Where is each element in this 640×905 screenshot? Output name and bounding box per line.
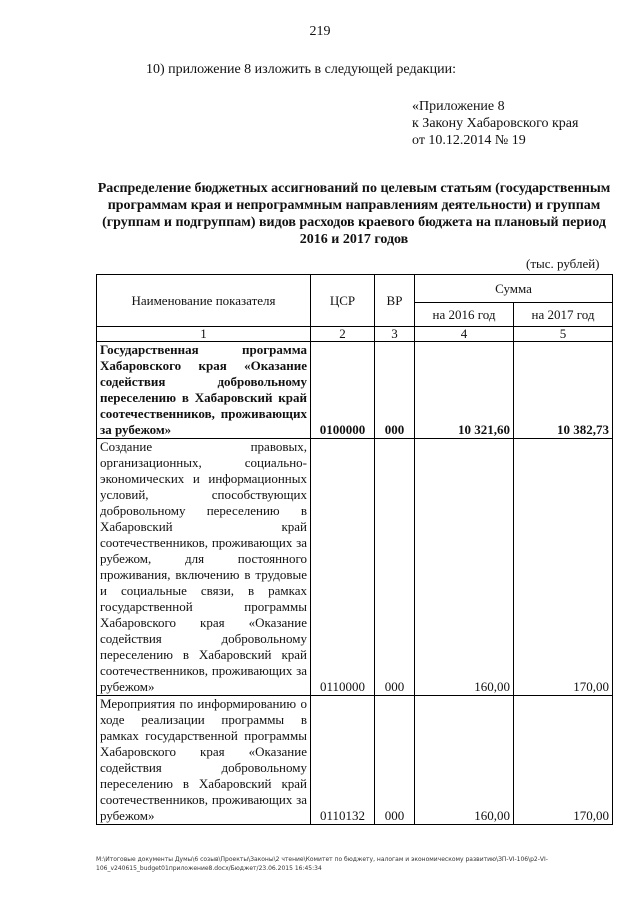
row-csr: 0110000 [311,439,375,696]
column-index: 4 [415,327,514,342]
header-vr: ВР [375,275,415,327]
appendix-reference [412,98,578,149]
row-vr: 000 [375,696,415,825]
column-index: 5 [514,327,613,342]
row-name: Мероприятия по информированию о ходе реализации программы в рамках государственной программы Хабаровского края «Оказание содействия добровольному переселению в Хабаровский край соотечественников, проживающих за рубежом» [97,696,311,825]
header-2017: на 2017 год [514,303,613,327]
header-name: Наименование показателя [97,275,311,327]
row-vr: 000 [375,439,415,696]
column-index: 1 [97,327,311,342]
header-2016: на 2016 год [415,303,514,327]
appendix-line-2: к Закону Хабаровского края [412,116,579,131]
header-sum: Сумма [415,275,613,303]
row-2016: 160,00 [415,439,514,696]
table-row [97,696,613,825]
appendix-line-3: от 10.12.2014 № 19 [412,133,526,148]
appendix-line-1: «Приложение 8 [412,99,505,114]
row-2017: 170,00 [514,439,613,696]
column-index: 3 [375,327,415,342]
page-number: 219 [309,24,331,39]
header-csr: ЦСР [311,275,375,327]
row-2016: 10 321,60 [415,342,514,439]
row-2016: 160,00 [415,696,514,825]
row-name: Государственная программа Хабаровского края «Оказание содействия добровольному переселению в Хабаровский край соотечественников, проживающих за рубежом» [97,342,311,439]
intro-text: 10) приложение 8 изложить в следующей редакции: [146,62,456,77]
row-vr: 000 [375,342,415,439]
row-csr: 0110132 [311,696,375,825]
row-2017: 10 382,73 [514,342,613,439]
file-path-footer: М:\Итоговые документы Думы\6 созыв\Проекты\Законы\2 чтение\Комитет по бюджету, налогам и экономическому развитию\ЗП-VI-106\р2-VI-106_v240615_budget01приложение8.docx/Бюджет/23.06.2015 16:45:34 [96,856,548,872]
units-label: (тыс. рублей) [526,256,600,271]
column-index-row [97,327,613,342]
row-2017: 170,00 [514,696,613,825]
row-csr: 0100000 [311,342,375,439]
row-name: Создание правовых, организационных, социально-экономических и информационных условий, способствующих добровольному переселению в Хабаровский край соотечественников, проживающих за рубежом, для постоянного проживания, включению в трудовые и социальные связи, в рамках государственной программы Хабаровского края «Оказание содействия добровольному переселению в Хабаровский край соотечественников, проживающих за рубежом» [97,439,311,696]
budget-table [96,274,613,825]
column-index: 2 [311,327,375,342]
document-title: Распределение бюджетных ассигнований по целевым статьям (государственным программам края и непрограммным направлениям деятельности) и группам (группам и подгруппам) видов расходов краевого бюджета на плановый период 2016 и 2017 годов [97,181,611,247]
table-row [97,342,613,439]
table-row [97,439,613,696]
